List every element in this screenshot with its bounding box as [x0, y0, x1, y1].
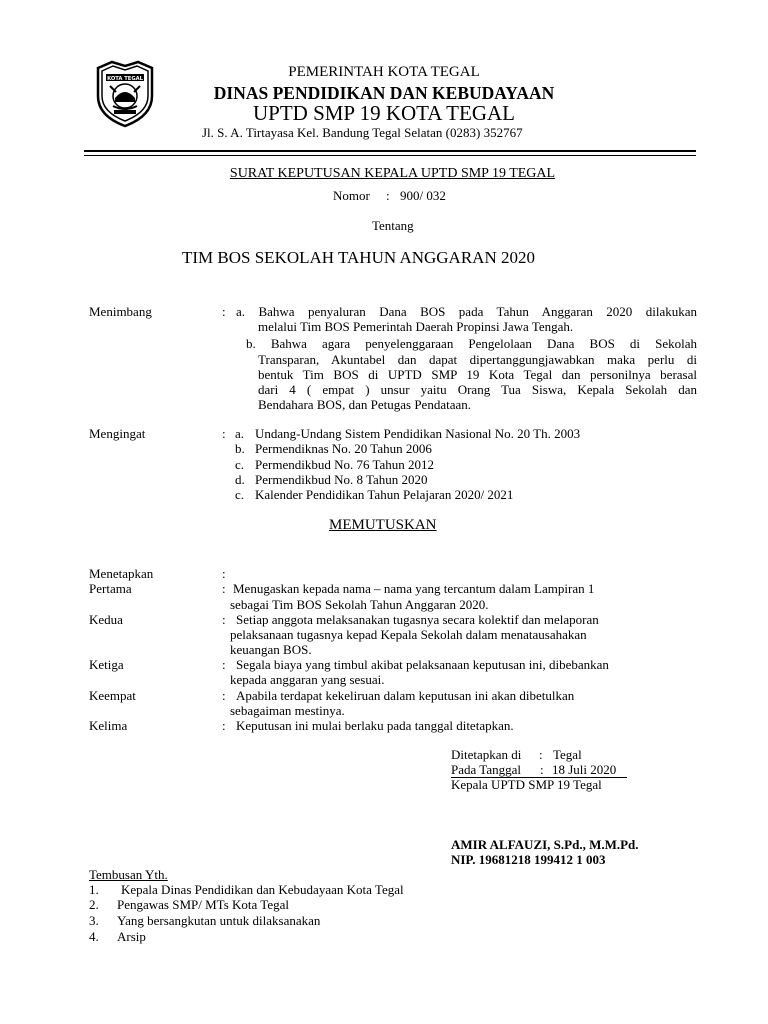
tembusan-heading: Tembusan Yth.	[89, 867, 168, 882]
tembusan-num-2: 2.	[89, 897, 99, 912]
menimbang-b-line-4: dari 4 ( empat ) unsur yaitu Orang Tua Siswa, Kepala Sekolah dan	[258, 382, 697, 397]
letterhead-rule-thin	[84, 155, 696, 156]
tembusan-item-2: Pengawas SMP/ MTs Kota Tegal	[117, 897, 289, 912]
tembusan-item-3: Yang bersangkutan untuk dilaksanakan	[117, 913, 321, 928]
keempat-line-2: sebagaiman mestinya.	[230, 703, 345, 718]
menimbang-label: Menimbang	[89, 304, 152, 319]
signer-position: Kepala UPTD SMP 19 Tegal	[451, 777, 602, 792]
mengingat-separator: :	[222, 426, 226, 441]
mengingat-label: Mengingat	[89, 426, 146, 441]
nomor-label: Nomor	[333, 188, 370, 203]
kedua-separator: :	[222, 612, 226, 627]
menimbang-a-line-2: melalui Tim BOS Pemerintah Daerah Propinsi Jawa Tengah.	[258, 319, 574, 334]
tembusan-num-4: 4.	[89, 929, 99, 944]
kelima-separator: :	[222, 718, 226, 733]
ditetapkan-value: Tegal	[553, 747, 582, 762]
nomor-value: 900/ 032	[400, 188, 446, 203]
memutuskan-heading: MEMUTUSKAN	[329, 517, 437, 533]
mengingat-item-b: Permendiknas No. 20 Tahun 2006	[255, 441, 432, 456]
menetapkan-separator: :	[222, 566, 226, 581]
menimbang-b-line-5: Bendahara BOS, dan Petugas Pendataan.	[258, 397, 472, 412]
mengingat-item-d: Permendikbud No. 8 Tahun 2020	[255, 472, 428, 487]
svg-text:KOTA TEGAL: KOTA TEGAL	[107, 75, 143, 82]
kelima-label: Kelima	[89, 718, 128, 733]
ditetapkan-separator: :	[539, 747, 543, 762]
tembusan-num-1: 1.	[89, 882, 99, 897]
letterhead-department: DINAS PENDIDIKAN DAN KEBUDAYAAN	[213, 83, 555, 103]
tanggal-value: 18 Juli 2020	[552, 762, 617, 777]
keempat-separator: :	[222, 688, 226, 703]
letterhead-address: Jl. S. A. Tirtayasa Kel. Bandung Tegal Selatan (0283) 352767	[202, 125, 523, 140]
ditetapkan-label: Ditetapkan di	[451, 747, 522, 762]
kedua-line-2: pelaksanaan tugasnya kepad Kepala Sekolah dalam menatausahakan	[230, 627, 587, 642]
menimbang-b-line-3: bentuk Tim BOS di UPTD SMP 19 Kota Tegal dan personilnya berasal	[258, 367, 697, 382]
tembusan-item-1: Kepala Dinas Pendidikan dan Kebudayaan Kota Tegal	[121, 882, 404, 897]
kedua-line-3: keuangan BOS.	[230, 642, 312, 657]
pertama-separator: :	[222, 581, 226, 596]
mengingat-item-c: Permendikbud No. 76 Tahun 2012	[255, 457, 435, 472]
mengingat-item-e: Kalender Pendidikan Tahun Pelajaran 2020/ 2021	[255, 487, 514, 502]
decree-heading: SURAT KEPUTUSAN KEPALA UPTD SMP 19 TEGAL	[229, 166, 556, 181]
signer-name: AMIR ALFAUZI, S.Pd., M.M.Pd.	[451, 837, 639, 852]
mengingat-marker-e: c.	[235, 487, 245, 502]
ketiga-separator: :	[222, 657, 226, 672]
signer-nip: NIP. 19681218 199412 1 003	[451, 852, 606, 867]
menimbang-b-line-1: b. Bahwa agara penyelenggaraan Pengelolaan Dana BOS di Sekolah	[246, 336, 697, 351]
menimbang-b-line-2: Transparan, Akuntabel dan dapat dipertanggungjawabkan maka perlu di	[258, 352, 697, 367]
menetapkan-label: Menetapkan	[89, 566, 154, 581]
pertama-line-2: sebagai Tim BOS Sekolah Tahun Anggaran 2020.	[230, 597, 489, 612]
keempat-line-1: Apabila terdapat kekeliruan dalam keputusan ini akan dibetulkan	[236, 688, 575, 703]
tanggal-label: Pada Tanggal	[451, 762, 521, 777]
nomor-separator: :	[386, 188, 390, 203]
letterhead-rule-thick	[84, 150, 696, 152]
letterhead-government: PEMERINTAH KOTA TEGAL	[288, 64, 480, 80]
ketiga-label: Ketiga	[89, 657, 124, 672]
kelima-line-1: Keputusan ini mulai berlaku pada tanggal ditetapkan.	[236, 718, 514, 733]
ketiga-line-1: Segala biaya yang timbul akibat pelaksanaan keputusan ini, dibebankan	[236, 657, 609, 672]
menimbang-separator: :	[222, 304, 226, 319]
ketiga-line-2: kepada anggaran yang sesuai.	[230, 672, 385, 687]
pertama-label: Pertama	[89, 581, 132, 596]
mengingat-marker-c: c.	[235, 457, 245, 472]
mengingat-marker-b: b.	[235, 441, 245, 456]
mengingat-marker-a: a.	[235, 426, 245, 441]
decree-subject: TIM BOS SEKOLAH TAHUN ANGGARAN 2020	[182, 248, 535, 267]
tanggal-separator: :	[540, 762, 544, 777]
tembusan-num-3: 3.	[89, 913, 99, 928]
letterhead-school: UPTD SMP 19 KOTA TEGAL	[252, 101, 515, 125]
kedua-label: Kedua	[89, 612, 123, 627]
keempat-label: Keempat	[89, 688, 136, 703]
menimbang-a-line-1: a. Bahwa penyaluran Dana BOS pada Tahun Anggaran 2020 dilakukan	[236, 304, 697, 319]
tembusan-item-4: Arsip	[117, 929, 146, 944]
tanggal-row	[451, 762, 627, 778]
tentang-label: Tentang	[372, 218, 414, 233]
mengingat-item-a: Undang-Undang Sistem Pendidikan Nasional No. 20 Th. 2003	[255, 426, 581, 441]
kedua-line-1: Setiap anggota melaksanakan tugasnya secara kolektif dan melaporan	[236, 612, 599, 627]
pertama-line-1: Menugaskan kepada nama – nama yang tercantum dalam Lampiran 1	[233, 581, 595, 596]
mengingat-marker-d: d.	[235, 472, 245, 487]
